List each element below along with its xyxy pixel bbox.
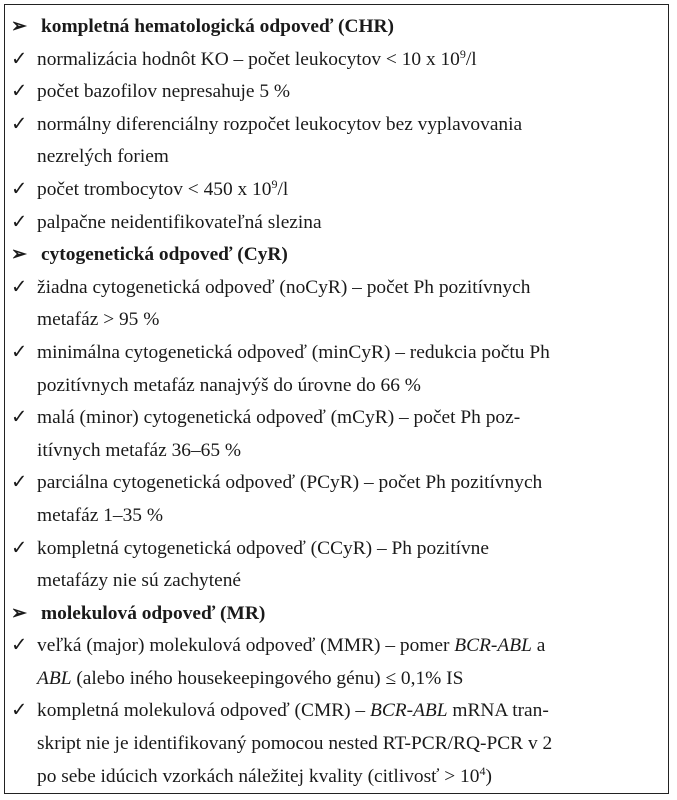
criterion-item <box>11 109 658 174</box>
criterion-line <box>11 500 658 533</box>
check-icon: ✓ <box>11 341 28 363</box>
check-icon: ✓ <box>11 81 28 103</box>
section-heading-text: molekulová odpoveď (MR) <box>41 602 266 624</box>
criteria-box <box>4 4 669 794</box>
text-segment: po sebe idúcich vzorkách náležitej kvality (citlivosť > 10 <box>37 765 480 787</box>
check-icon: ✓ <box>11 276 28 298</box>
criterion-item <box>11 76 658 109</box>
criterion-item <box>11 402 658 467</box>
criterion-line <box>11 663 658 696</box>
criterion-item <box>11 337 658 402</box>
criterion-item <box>11 44 658 77</box>
text-segment: skript nie je identifikovaný pomocou nested RT-PCR/RQ-PCR v 2 <box>37 733 553 755</box>
criterion-line <box>11 533 658 566</box>
criterion-line <box>11 435 658 468</box>
superscript: 9 <box>271 176 278 191</box>
text-segment: počet bazofilov nepresahuje 5 % <box>37 81 291 103</box>
criterion-line <box>11 370 658 403</box>
text-segment: parciálna cytogenetická odpoveď (PCyR) – počet Ph pozitívnych <box>37 472 543 494</box>
criterion-item <box>11 272 658 337</box>
text-segment: nezrelých foriem <box>37 146 169 168</box>
criterion-line <box>11 565 658 598</box>
criterion-line <box>11 695 658 728</box>
section-heading-text: cytogenetická odpoveď (CyR) <box>41 244 288 266</box>
check-icon: ✓ <box>11 472 28 494</box>
check-icon: ✓ <box>11 407 28 429</box>
arrow-bullet-icon: ➢ <box>11 16 27 37</box>
text-segment: metafáz > 95 % <box>37 309 160 331</box>
text-segment: pozitívnych metafáz nanajvýš do úrovne do 66 % <box>37 374 421 396</box>
italic-term: ABL <box>37 667 72 689</box>
criterion-line <box>11 174 658 207</box>
check-icon: ✓ <box>11 537 28 559</box>
criterion-line <box>11 44 658 77</box>
section-heading <box>11 598 658 631</box>
text-segment: /l <box>277 178 289 200</box>
superscript: 4 <box>479 763 486 778</box>
criterion-item <box>11 630 658 695</box>
check-icon: ✓ <box>11 700 28 722</box>
check-icon: ✓ <box>11 178 28 200</box>
check-icon: ✓ <box>11 211 28 233</box>
text-segment: normálny diferenciálny rozpočet leukocytov bez vyplavovania <box>37 113 523 135</box>
text-segment: (alebo iného housekeepingového génu) ≤ 0,1% IS <box>71 667 464 689</box>
text-segment: malá (minor) cytogenetická odpoveď (mCyR) – počet Ph poz- <box>37 407 521 429</box>
superscript: 9 <box>459 46 466 61</box>
section-heading <box>11 11 658 44</box>
italic-term: BCR-ABL <box>369 700 448 722</box>
text-segment: normalizácia hodnôt KO – počet leukocytov < 10 x 10 <box>37 48 460 70</box>
criterion-item <box>11 533 658 598</box>
criterion-line <box>11 630 658 663</box>
text-segment: kompletná cytogenetická odpoveď (CCyR) – Ph pozitívne <box>37 537 489 559</box>
criterion-item <box>11 467 658 532</box>
text-segment: itívnych metafáz 36–65 % <box>37 439 242 461</box>
text-segment: mRNA tran- <box>447 700 549 722</box>
criterion-item <box>11 207 658 240</box>
criterion-line <box>11 272 658 305</box>
criterion-item <box>11 695 658 793</box>
criterion-line <box>11 304 658 337</box>
criterion-line <box>11 728 658 761</box>
check-icon: ✓ <box>11 113 28 135</box>
criterion-line <box>11 76 658 109</box>
text-segment: minimálna cytogenetická odpoveď (minCyR) – redukcia počtu Ph <box>37 341 550 363</box>
criterion-line <box>11 761 658 794</box>
text-segment: a <box>531 635 546 657</box>
criterion-line <box>11 337 658 370</box>
section-heading-text: kompletná hematologická odpoveď (CHR) <box>41 16 395 37</box>
arrow-bullet-icon: ➢ <box>11 602 27 624</box>
arrow-bullet-icon: ➢ <box>11 244 27 266</box>
text-segment: ) <box>485 765 492 787</box>
criterion-line <box>11 402 658 435</box>
text-segment: veľká (major) molekulová odpoveď (MMR) – pomer <box>37 635 455 657</box>
section-heading <box>11 239 658 272</box>
check-icon: ✓ <box>11 635 28 657</box>
criterion-line <box>11 141 658 174</box>
criterion-line <box>11 467 658 500</box>
criterion-line <box>11 207 658 240</box>
text-segment: metafáz 1–35 % <box>37 504 163 526</box>
text-segment: kompletná molekulová odpoveď (CMR) – <box>37 700 370 722</box>
text-segment: palpačne neidentifikovateľná slezina <box>37 211 322 233</box>
italic-term: BCR-ABL <box>454 635 532 657</box>
text-segment: žiadna cytogenetická odpoveď (noCyR) – počet Ph pozitívnych <box>37 276 531 298</box>
criterion-item <box>11 174 658 207</box>
text-segment: metafázy nie sú zachytené <box>37 570 242 592</box>
check-icon: ✓ <box>11 48 28 70</box>
text-segment: /l <box>465 48 477 70</box>
criterion-line <box>11 109 658 142</box>
text-segment: počet trombocytov < 450 x 10 <box>37 178 272 200</box>
